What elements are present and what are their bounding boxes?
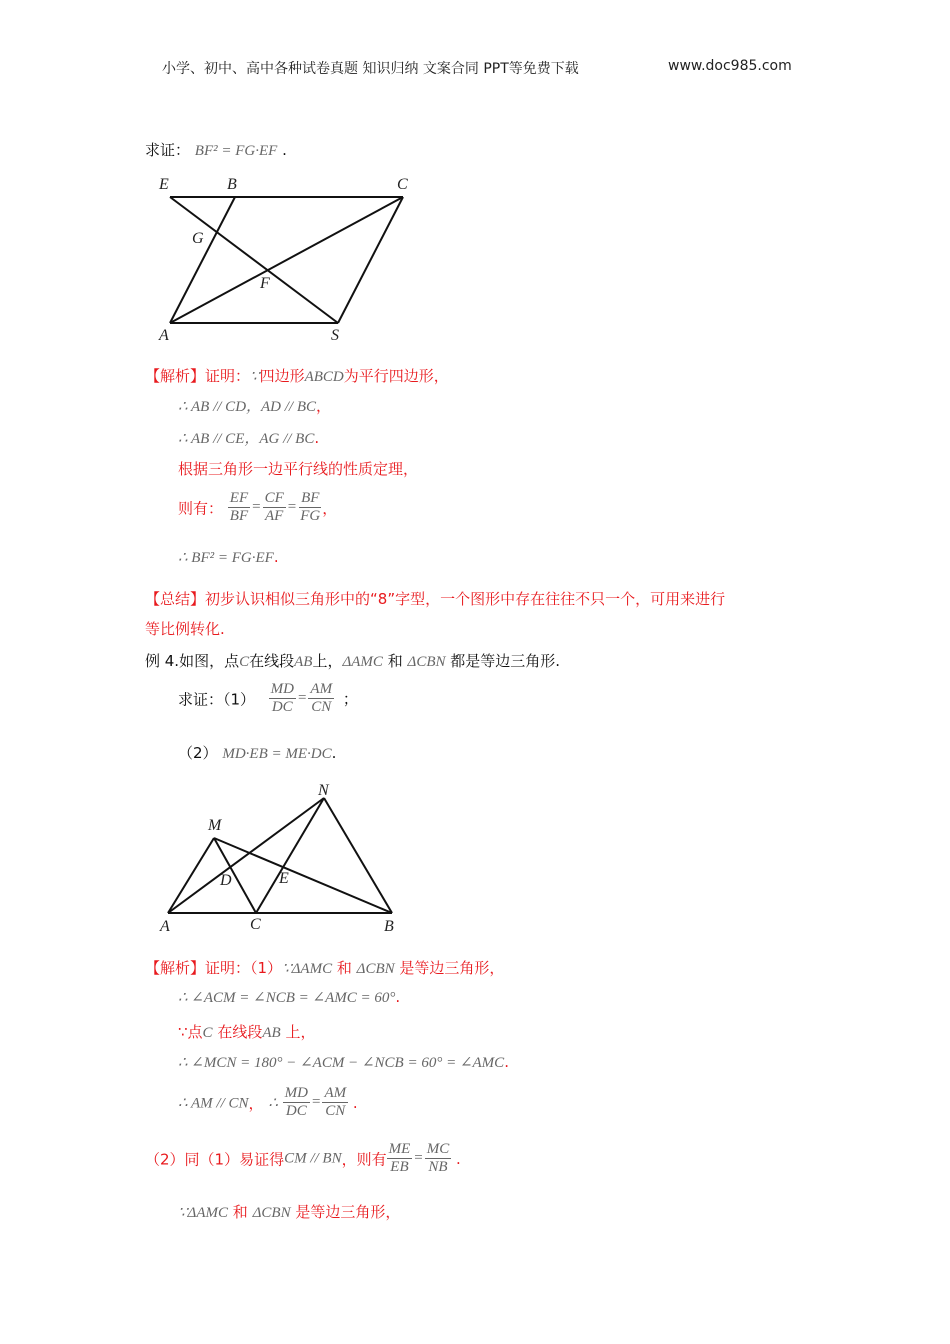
text: 则有： xyxy=(178,499,224,518)
segment-ES xyxy=(170,197,338,323)
prove-part-1: 求证：（1） $\frac{MD}{DC}$ = $\frac{AM}{CN}$ ； xyxy=(178,681,358,716)
parallelogram-figure xyxy=(150,170,430,345)
denominator: CN xyxy=(311,699,332,716)
math: MD·EB = ME·DC xyxy=(222,746,332,762)
math: ∴ AB // CD，AD // BC xyxy=(178,399,317,415)
segment-SC xyxy=(338,197,403,323)
fraction xyxy=(322,1085,348,1121)
analysis-line-6 xyxy=(178,548,279,567)
text: ， xyxy=(322,499,338,518)
math: ΔAMC xyxy=(291,961,333,977)
analysis-tag: 【解析】 xyxy=(145,367,206,385)
denominator: BF xyxy=(229,508,249,525)
summary-tag: 【总结】 xyxy=(145,590,206,608)
analysis-line-2 xyxy=(178,395,331,416)
math: ΔAMC xyxy=(342,654,383,670)
prove-statement xyxy=(145,139,287,160)
math: ∴ ∠MCN = 180° − ∠ACM − ∠NCB = 60° = ∠AMC xyxy=(178,1055,505,1071)
segment-MB xyxy=(214,838,392,913)
label-C: C xyxy=(397,176,408,193)
text: . xyxy=(314,429,320,447)
text: 例 4.如图，点 xyxy=(145,652,240,670)
because-symbol: ∵ xyxy=(282,961,292,977)
math: AB xyxy=(262,1025,281,1041)
label-A: A xyxy=(159,327,169,344)
denominator: DC xyxy=(285,1103,307,1120)
fraction xyxy=(269,681,296,717)
fraction xyxy=(263,490,286,526)
math: ∴ ∠ACM = ∠NCB = ∠AMC = 60° xyxy=(178,990,396,1006)
text: 是等边三角形， xyxy=(295,1203,401,1221)
math: ΔCBN xyxy=(407,654,446,670)
numerator: MC xyxy=(425,1141,452,1159)
numerator: AM xyxy=(322,1085,348,1103)
prove-part-2 xyxy=(178,742,336,763)
text: （2） xyxy=(178,744,218,762)
numerator: ME xyxy=(387,1141,413,1159)
summary-line-2: 等比例转化. xyxy=(145,620,225,638)
analysis-start: 证明： xyxy=(205,367,251,385)
segment-AB xyxy=(170,197,235,323)
segment-AM xyxy=(168,838,214,913)
analysis-line-5: 则有： $\frac{EF}{BF}$ = $\frac{CF}{AF}$ = $\frac{BF}{FG}$ ， xyxy=(178,490,338,525)
because-symbol: ∵ xyxy=(250,369,260,385)
text: 都是等边三角形. xyxy=(450,652,561,670)
fraction xyxy=(387,1141,413,1177)
math: ΔCBN xyxy=(252,1205,291,1221)
text: ， xyxy=(316,397,332,415)
numerator: AM xyxy=(308,681,334,699)
analysis-line-4: 根据三角形一边平行线的性质定理， xyxy=(178,460,419,478)
label-E: E xyxy=(159,176,169,193)
math: C xyxy=(239,654,250,670)
text: 和 xyxy=(387,652,403,670)
text: 和 xyxy=(232,1203,248,1221)
label-B: B xyxy=(227,176,237,193)
fraction xyxy=(308,681,334,717)
denominator: CN xyxy=(325,1103,346,1120)
example-4-title xyxy=(145,650,560,671)
text: . xyxy=(273,548,279,566)
label-C: C xyxy=(250,916,261,933)
label-E: E xyxy=(279,870,289,887)
label-M: M xyxy=(208,817,222,834)
text: 上， xyxy=(285,1023,316,1041)
label-G: G xyxy=(192,230,204,247)
text: ，则有 xyxy=(341,1150,387,1169)
numerator: MD xyxy=(269,681,296,699)
analysis-line-3 xyxy=(178,427,319,448)
triangles-figure xyxy=(150,775,410,940)
text: ， xyxy=(248,1094,264,1113)
because-symbol: ∵ xyxy=(178,1205,188,1221)
prove-expression: BF² = FG·EF xyxy=(194,143,278,159)
math: ΔAMC xyxy=(187,1205,229,1221)
math: ΔCBN xyxy=(356,961,395,977)
text: （2）同（1）易证得 xyxy=(145,1150,285,1169)
fraction xyxy=(283,1085,310,1121)
analysis-2-line-1 xyxy=(145,957,504,978)
fraction xyxy=(228,490,250,526)
math: ABCD xyxy=(304,369,344,385)
segment-NB xyxy=(324,798,392,913)
denominator: EB xyxy=(390,1159,409,1176)
text: 和 xyxy=(336,959,352,977)
denominator: NB xyxy=(428,1159,448,1176)
math: AB xyxy=(294,654,313,670)
label-S: S xyxy=(331,327,339,344)
text: 是等边三角形， xyxy=(399,959,505,977)
numerator: EF xyxy=(228,490,250,508)
label-B: B xyxy=(384,918,394,935)
text: 证明：（1） xyxy=(205,959,283,977)
summary-line-1 xyxy=(145,588,725,609)
analysis-line-1 xyxy=(145,365,449,386)
text: 为平行四边形， xyxy=(343,367,449,385)
math: C xyxy=(202,1025,213,1041)
text: ∵点 xyxy=(178,1023,203,1041)
text: . xyxy=(504,1053,509,1071)
numerator: CF xyxy=(263,490,286,508)
numerator: MD xyxy=(283,1085,310,1103)
summary-text: 初步认识相似三角形中的“8”字型，一个图形中存在往往不只一个，可用来进行 xyxy=(205,590,726,608)
denominator: FG xyxy=(300,508,321,525)
label-D: D xyxy=(220,872,232,889)
math: ∴ xyxy=(268,1095,278,1112)
analysis-2-line-2 xyxy=(178,988,400,1007)
text: . xyxy=(395,988,401,1006)
text: . xyxy=(352,1093,358,1112)
prove-label: 求证： xyxy=(145,141,191,159)
text: . xyxy=(331,744,337,762)
label-A: A xyxy=(160,918,170,935)
text: 在线段 xyxy=(217,1023,263,1041)
denominator: AF xyxy=(265,508,284,525)
analysis-2-line-5: ∴ AM // CN， ∴ $\frac{MD}{DC}$ = $\frac{AM}{CN}$ . xyxy=(178,1085,358,1120)
fraction xyxy=(298,490,322,526)
label-F: F xyxy=(260,275,270,292)
analysis-2-line-4 xyxy=(178,1053,509,1072)
analysis-2-line-3 xyxy=(178,1021,315,1042)
label-N: N xyxy=(318,782,329,799)
text: ； xyxy=(342,690,358,709)
period: . xyxy=(282,141,287,159)
numerator: BF xyxy=(299,490,321,508)
denominator: DC xyxy=(271,699,293,716)
segment-CN xyxy=(256,798,324,913)
header-text: 小学、初中、高中各种试卷真题 知识归纳 文案合同 PPT等免费下载 xyxy=(162,61,579,77)
math: CM // BN xyxy=(284,1150,342,1167)
header-url[interactable]: www.doc985.com xyxy=(668,58,792,74)
segment-AC xyxy=(170,197,403,323)
math: ∴ AM // CN xyxy=(178,1095,249,1112)
text: 上， xyxy=(312,652,343,670)
text: 求证：（1） xyxy=(178,690,256,709)
analysis-2-line-6: （2）同（1）易证得CM // BN，则有 $\frac{ME}{EB}$ = $\frac{MC}{NB}$ . xyxy=(145,1141,461,1176)
text: 在线段 xyxy=(249,652,295,670)
math: ∴ AB // CE，AG // BC xyxy=(178,431,315,447)
fraction xyxy=(425,1141,452,1177)
analysis-2-line-7 xyxy=(178,1201,400,1222)
analysis-tag: 【解析】 xyxy=(145,959,206,977)
math: ∴ BF² = FG·EF xyxy=(178,550,274,566)
text: . xyxy=(456,1149,461,1168)
text: 四边形 xyxy=(259,367,305,385)
